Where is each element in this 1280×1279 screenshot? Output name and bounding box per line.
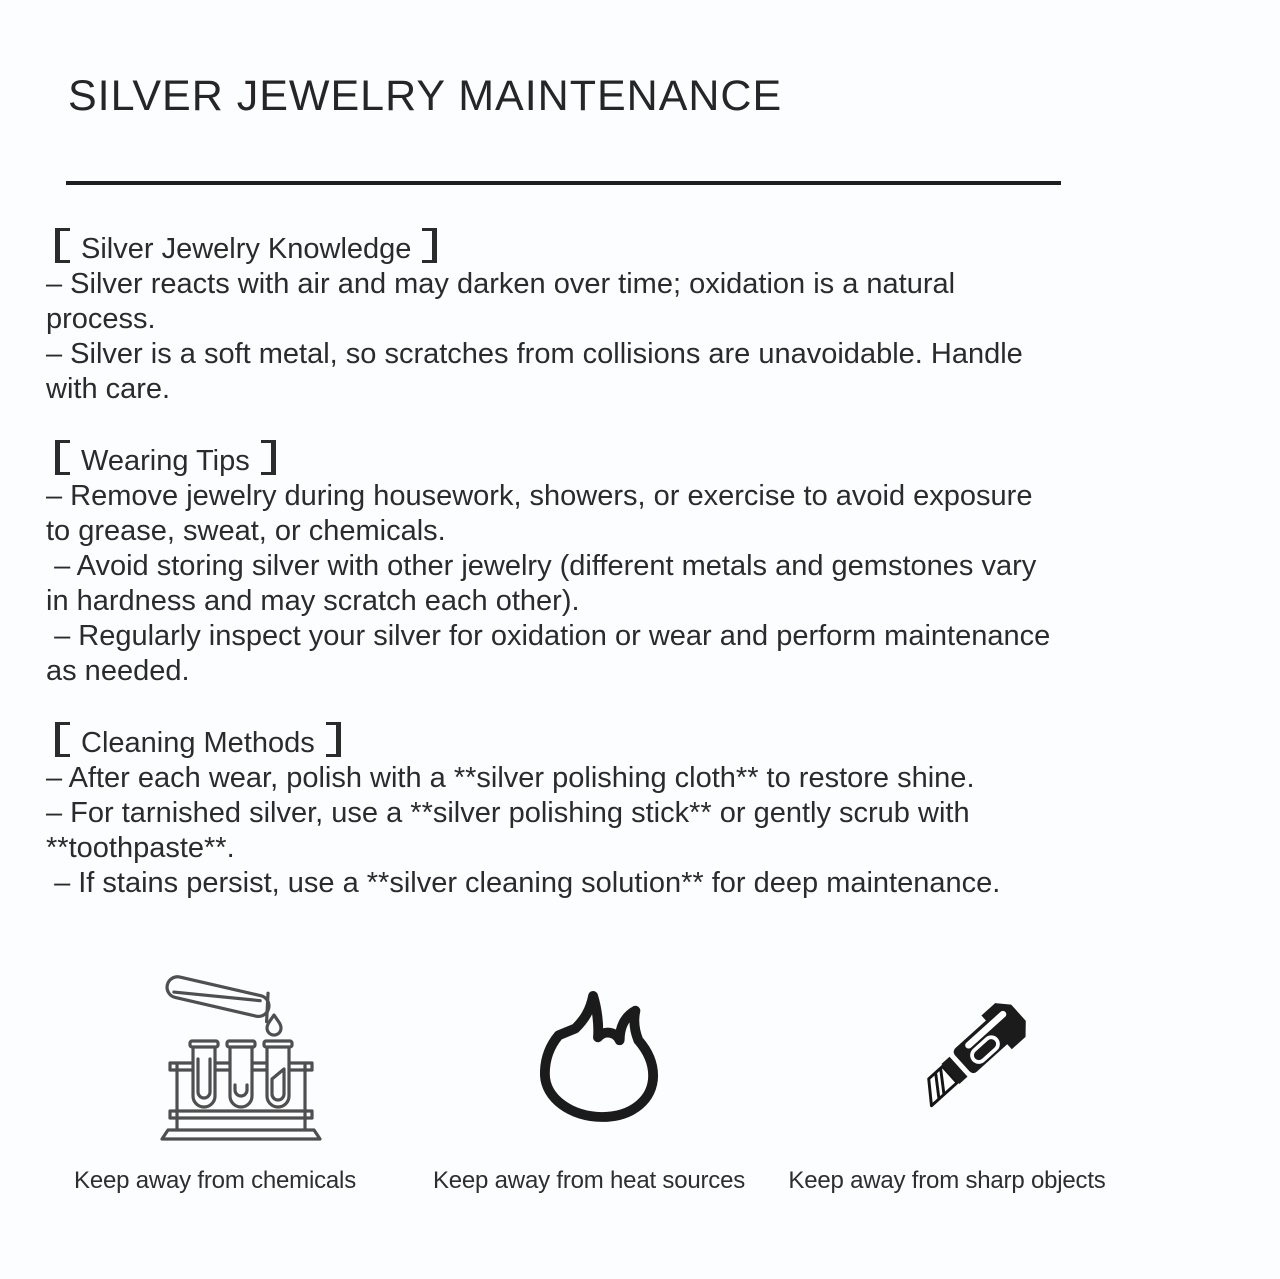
warning-caption: Keep away from chemicals bbox=[74, 1167, 356, 1194]
section-cleaning-methods bbox=[46, 722, 1241, 901]
section-heading-text: Cleaning Methods bbox=[81, 727, 315, 759]
page-title: SILVER JEWELRY MAINTENANCE bbox=[68, 72, 783, 120]
right-bracket-icon bbox=[261, 440, 276, 475]
left-bracket-icon bbox=[55, 440, 70, 475]
left-bracket-icon bbox=[55, 722, 70, 757]
section-wearing-tips bbox=[46, 440, 1241, 689]
care-text-content bbox=[46, 228, 1241, 934]
title-divider bbox=[66, 181, 1061, 185]
body-line: – If stains persist, use a **silver cleaning solution** for deep maintenance. bbox=[46, 867, 1001, 899]
left-bracket-icon bbox=[55, 228, 70, 263]
body-line: – Silver is a soft metal, so scratches from collisions are unavoidable. Handle bbox=[46, 338, 1023, 370]
section-heading-text: Wearing Tips bbox=[81, 445, 250, 477]
body-line: – Silver reacts with air and may darken over time; oxidation is a natural bbox=[46, 268, 956, 300]
warning-sharp bbox=[788, 975, 1105, 1195]
body-line: with care. bbox=[46, 373, 171, 405]
right-bracket-icon bbox=[422, 228, 437, 263]
warning-chemicals bbox=[74, 975, 356, 1195]
section-heading bbox=[46, 722, 1241, 761]
warning-icons-row bbox=[0, 975, 1280, 1215]
utility-knife-icon bbox=[788, 975, 1105, 1167]
body-line: to grease, sweat, or chemicals. bbox=[46, 515, 446, 547]
body-line: – Regularly inspect your silver for oxidation or wear and perform maintenance bbox=[46, 620, 1051, 652]
test-tubes-icon bbox=[74, 975, 356, 1167]
section-heading bbox=[46, 440, 1241, 479]
body-line: – Remove jewelry during housework, showers, or exercise to avoid exposure bbox=[46, 480, 1033, 512]
body-line: in hardness and may scratch each other). bbox=[46, 585, 580, 617]
body-line: process. bbox=[46, 303, 156, 335]
section-heading bbox=[46, 228, 1241, 267]
body-line: **toothpaste**. bbox=[46, 832, 235, 864]
flame-icon bbox=[433, 975, 745, 1167]
section-silver-knowledge bbox=[46, 228, 1241, 407]
warning-heat bbox=[433, 975, 745, 1195]
body-line: – Avoid storing silver with other jewelry (different metals and gemstones vary bbox=[46, 550, 1037, 582]
body-line: – After each wear, polish with a **silver polishing cloth** to restore shine. bbox=[46, 762, 975, 794]
warning-caption: Keep away from sharp objects bbox=[788, 1167, 1106, 1194]
warning-caption: Keep away from heat sources bbox=[432, 1167, 746, 1194]
body-line: – For tarnished silver, use a **silver polishing stick** or gently scrub with bbox=[46, 797, 970, 829]
right-bracket-icon bbox=[326, 722, 341, 757]
body-line: as needed. bbox=[46, 655, 190, 687]
section-heading-text: Silver Jewelry Knowledge bbox=[81, 233, 412, 265]
